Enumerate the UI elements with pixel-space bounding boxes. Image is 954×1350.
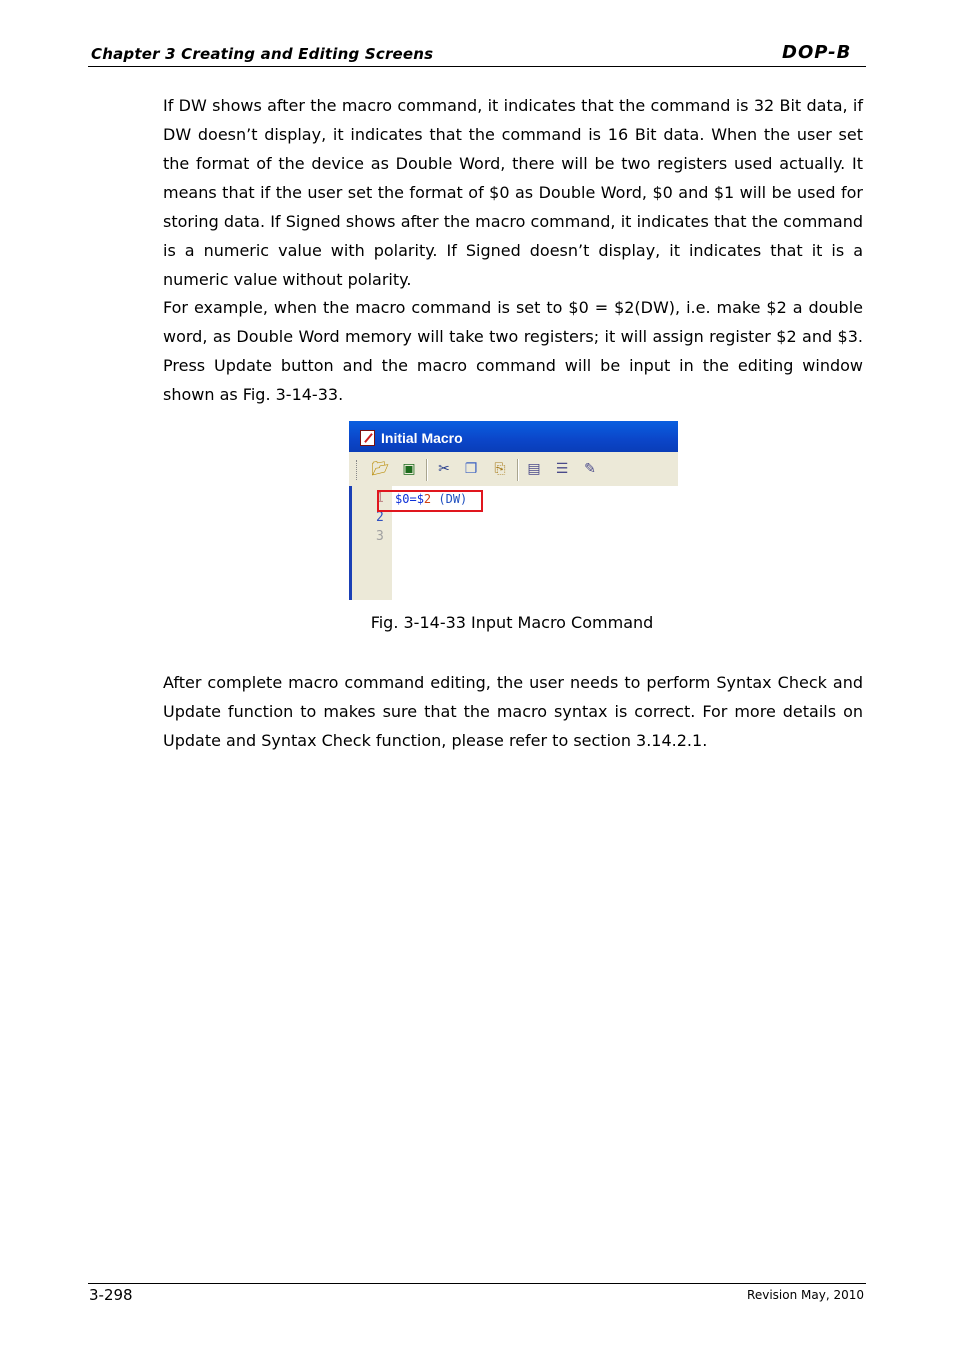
line-number: 3	[376, 529, 384, 544]
save-icon[interactable]: ▣	[402, 461, 416, 477]
list-icon[interactable]: ☰	[555, 461, 569, 477]
edit-icon[interactable]: ✎	[584, 461, 596, 477]
paragraph-syntax-check: After complete macro command editing, the user needs to perform Syntax Check and Update function to makes sure that the macro syntax is correct. For more details on Update and Syntax Check function, please refer to section 3.14.2.1.	[163, 673, 863, 750]
macro-window-icon	[360, 430, 375, 446]
macro-toolbar	[349, 452, 678, 487]
code-token-var: $	[416, 492, 424, 506]
toolbar-separator	[517, 459, 519, 481]
paragraph-dw-signed: If DW shows after the macro command, it indicates that the command is 32 Bit data, if DW doesn’t display, it indicates that the command is 16 Bit data. When the user set the format of the device as Double Word, there will be two registers used actually. It means that if the user set the format of $0 as Double Word, $0 and $1 will be used for storing data. If Signed shows after the macro command, it indicates that the command is a numeric value with polarity. If Signed doesn’t display, it indicates that it is a numeric value without polarity.	[163, 96, 863, 289]
revision-date: Revision May, 2010	[747, 1288, 864, 1302]
toolbar-grip[interactable]	[356, 460, 360, 480]
line-number: 1	[376, 491, 384, 506]
code-token-type: (DW)	[431, 492, 468, 506]
toolbar-separator	[426, 459, 428, 481]
window-titlebar	[349, 421, 678, 452]
footer-rule	[88, 1283, 866, 1284]
chapter-title: Chapter 3 Creating and Editing Screens	[91, 45, 434, 63]
cut-icon[interactable]: ✂	[438, 461, 450, 477]
properties-icon[interactable]: ▤	[527, 461, 541, 477]
page-number: 3-298	[89, 1286, 133, 1304]
header-rule	[88, 66, 866, 67]
paste-icon[interactable]: ⎘	[494, 461, 506, 477]
copy-icon[interactable]: ❐	[464, 461, 478, 477]
code-token-op: =	[409, 492, 417, 506]
code-token-num: 2	[423, 492, 432, 506]
code-token-var: $0	[395, 492, 410, 506]
paragraph-example: For example, when the macro command is set to $0 = $2(DW), i.e. make $2 a double word, as Double Word memory will take two registers; it will assign register $2 and $3. Press Update button and the macro command will be input in the editing window shown as Fig. 3-14-33.	[163, 298, 863, 404]
line-number: 2	[376, 510, 384, 525]
highlight-box	[377, 490, 483, 512]
open-icon[interactable]: 📂︎	[371, 461, 389, 477]
figure-caption: Fig. 3-14-33 Input Macro Command	[370, 613, 654, 632]
dop-b-logo: DOP-B	[782, 42, 852, 63]
window-title: Initial Macro	[381, 430, 463, 446]
